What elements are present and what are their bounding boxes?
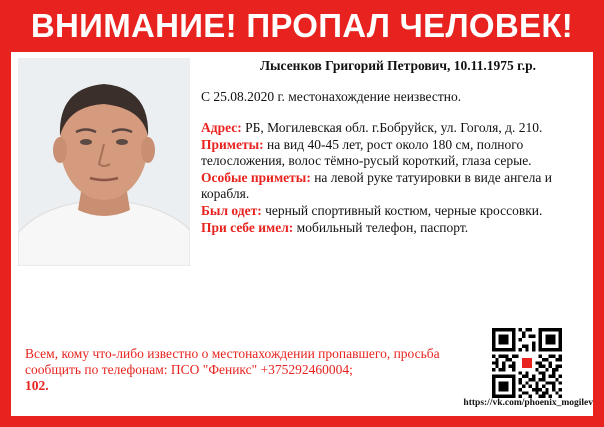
clothes-label: Был одет: (201, 202, 262, 218)
signs-row (201, 137, 593, 170)
person-name: Лысенков Григорий Петрович, 10.11.1975 г.р. (259, 58, 537, 73)
contact-appeal (25, 346, 465, 395)
emergency-number: 102. (25, 378, 49, 394)
person-photo (18, 58, 190, 266)
qr-code-icon (492, 328, 562, 398)
clothes-value: черный спортивный костюм, черные кроссовки. (261, 202, 543, 218)
clothes-row (201, 203, 593, 220)
address-value: РБ, Могилевская обл. г.Бобруйск, ул. Гоголя, д. 210. (241, 120, 543, 135)
poster-title: ВНИМАНИЕ! ПРОПАЛ ЧЕЛОВЕК! (30, 7, 574, 44)
special-signs-row (201, 170, 593, 203)
signs-value: на вид 40-45 лет, рост около 180 см, полного телосложения, волос тёмно-русый короткий, глаза серые. (201, 136, 532, 169)
special-signs-value: на левой руке татуировки в виде ангела и корабля. (201, 169, 552, 202)
carried-label: При себе имел: (201, 219, 294, 235)
person-photo-icon (18, 58, 190, 266)
signs-label: Приметы: (201, 136, 264, 152)
details-block (201, 120, 593, 236)
missing-since: С 25.08.2020 г. местонахождение неизвестно. (201, 89, 462, 104)
vk-link[interactable]: https://vk.com/phoenix_mogilev (463, 398, 593, 408)
qr-code[interactable] (492, 328, 562, 398)
carried-value: мобильный телефон, паспорт. (293, 219, 469, 235)
special-signs-label: Особые приметы: (201, 169, 311, 185)
info-panel (11, 52, 593, 416)
address-row (201, 120, 593, 137)
carried-row (201, 220, 593, 237)
appeal-text: Всем, кому что-либо известно о местонахождении пропавшего, просьба сообщить по телефонам: ПСО "Феникс" +375292460004; (25, 346, 440, 378)
address-label: Адрес: (201, 120, 242, 135)
